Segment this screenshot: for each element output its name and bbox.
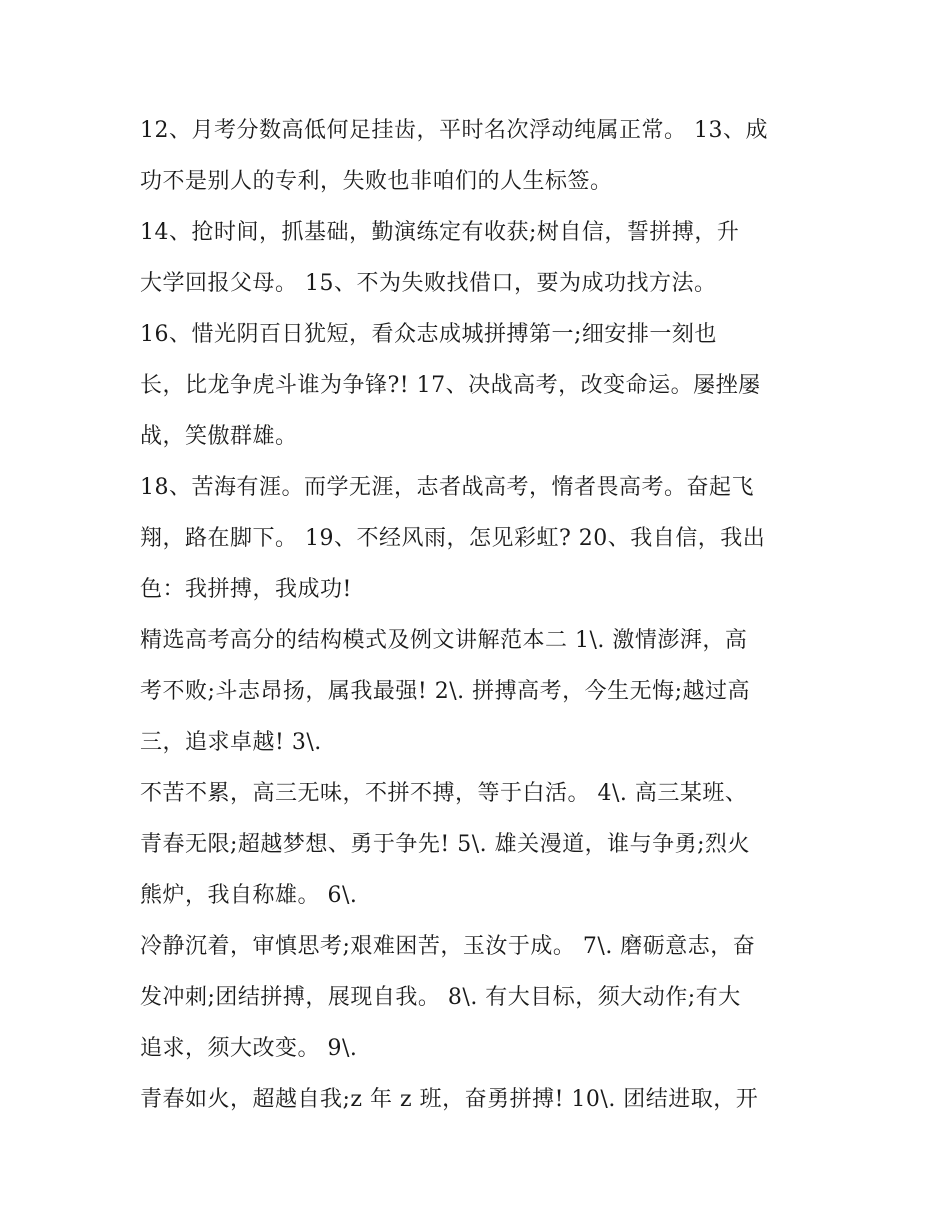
- text-line: 精选高考高分的结构模式及例文讲解范本二 1\. 激情澎湃，高: [140, 628, 748, 653]
- text-line: 青春无限;超越梦想、勇于争先! 5\. 雄关漫道，谁与争勇;烈火: [140, 832, 751, 857]
- text-line: 熊炉，我自称雄。 6\.: [140, 883, 358, 908]
- text-line: 不苦不累，高三无味，不拼不搏，等于白活。 4\. 高三某班、: [140, 781, 748, 806]
- text-line: 长，比龙争虎斗谁为争锋?! 17、决战高考，改变命运。屡挫屡: [140, 373, 761, 398]
- text-line: 考不败;斗志昂扬，属我最强! 2\. 拼搏高考，今生无悔;越过高: [140, 679, 751, 704]
- text-line: 色：我拼搏，我成功!: [140, 577, 352, 602]
- text-line: 18、苦海有涯。而学无涯，志者战高考，惰者畏高考。奋起飞: [140, 475, 754, 500]
- text-line: 翔，路在脚下。 19、不经风雨，怎见彩虹? 20、我自信，我出: [140, 526, 766, 551]
- text-line: 大学回报父母。 15、不为失败找借口，要为成功找方法。: [140, 271, 717, 296]
- text-line: 12、月考分数高低何足挂齿，平时名次浮动纯属正常。 13、成: [140, 118, 768, 143]
- text-line: 追求，须大改变。 9\.: [140, 1036, 358, 1061]
- text-line: 发冲刺;团结拼搏，展现自我。 8\. 有大目标，须大动作;有大: [140, 985, 741, 1010]
- text-line: 14、抢时间，抓基础，勤演练定有收获;树自信，誓拼搏，升: [140, 220, 740, 245]
- text-line: 16、惜光阴百日犹短，看众志成城拼搏第一;细安排一刻也: [140, 322, 717, 347]
- text-line: 青春如火，超越自我;z 年 z 班，奋勇拼搏! 10\. 团结进取，开: [140, 1087, 759, 1112]
- text-line: 冷静沉着，审慎思考;艰难困苦，玉汝于成。 7\. 磨砺意志，奋: [140, 934, 756, 959]
- text-line: 三，追求卓越! 3\.: [140, 730, 322, 755]
- text-line: 功不是别人的专利，失败也非咱们的人生标签。: [140, 169, 613, 194]
- text-line: 战，笑傲群雄。: [140, 424, 298, 449]
- document-body: [140, 105, 812, 1125]
